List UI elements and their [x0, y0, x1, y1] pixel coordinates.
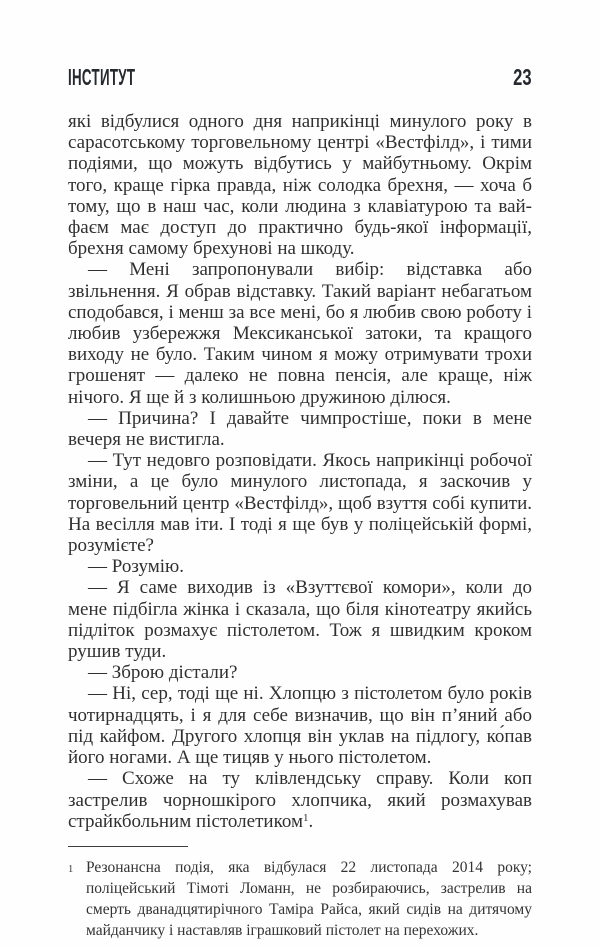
paragraph-dialogue: — Я саме виходив із «Взуттєвої комори», коли до мене підбігла жінка і сказала, що біля кінотеатру якийсь підліток розмахує пістолетом. Тож я швидким кроком рушив туди. [68, 577, 532, 663]
page-number: 23 [513, 64, 532, 90]
footnote [68, 857, 532, 941]
paragraph-continuation: які відбулися одного дня наприкінці минулого року в сарасотському торговельному центрі «Вестфілд», і тими подіями, що можуть відбутись у майбутньому. Окрім того, краще гірка правда, ніж солодка брехня, — хоча б тому, що в наш час, коли людина з клавіатурою та вай-фаєм має доступ до практично будь-якої інформації, брехня самому брехунові на шкоду. [68, 111, 532, 260]
page-content [68, 64, 532, 941]
paragraph-dialogue: — Розумію. [88, 556, 184, 578]
footnote-reference: 1 [303, 811, 309, 824]
paragraph-dialogue: — Зброю дістали? [88, 662, 238, 684]
closing-paragraph-suffix: . [308, 810, 314, 832]
closing-paragraph-text: — Схоже на ту клівлендську справу. Коли коп застрелив чорношкірого хлопчика, який розмахував страйкбольним пістолетиком [68, 768, 532, 832]
paragraph-dialogue: — Ні, сер, тоді ще ні. Хлопцю з пістолетом було років чотирнадцять, і я для себе визначив, що він п’яний або під кайфом. Другого хлопця він уклав на підлогу, ко́пав його ногами. А ще тицяв у нього пістолетом. [68, 683, 532, 769]
body-text [68, 111, 532, 832]
running-title: ІНСТИТУТ [68, 64, 136, 90]
page-header [68, 64, 532, 90]
footnote-marker: 1 [68, 863, 74, 875]
paragraph-dialogue: — Тут недовго розповідати. Якось наприкінці робочої зміни, а це було минулого листопада, я заскочив у торговельний центр «Вестфілд», щоб взуття собі купити. На весілля мав іти. І тоді я ще був у поліцейській формі, розумієте? [68, 450, 532, 557]
footnote-separator [68, 846, 188, 847]
paragraph-dialogue-closing [68, 768, 532, 832]
paragraph-dialogue: — Причина? І давайте чимпростіше, поки в мене вечеря не вистигла. [68, 407, 532, 451]
paragraph-dialogue: — Мені запропонували вибір: відставка або звільнення. Я обрав відставку. Такий варіант небагатьом сподобався, і менш за все мені, бо я любив свою роботу і любив узбережжя Мексиканської затоки, та кращого виходу не було. Таким чином я можу отримувати трохи грошенят — далеко не повна пенсія, але краще, ніж нічого. Я ще й з колишньою дружиною ділюся. [68, 259, 532, 408]
footnote-text: Резонансна подія, яка відбулася 22 листопада 2014 року; поліцейський Тімоті Ломанн, не розбираючись, застрелив на смерть дванадцятирічного Таміра Райса, який сидів на дитячому майданчику і наставляв іграшковий пістолет на перехожих. [86, 858, 532, 939]
